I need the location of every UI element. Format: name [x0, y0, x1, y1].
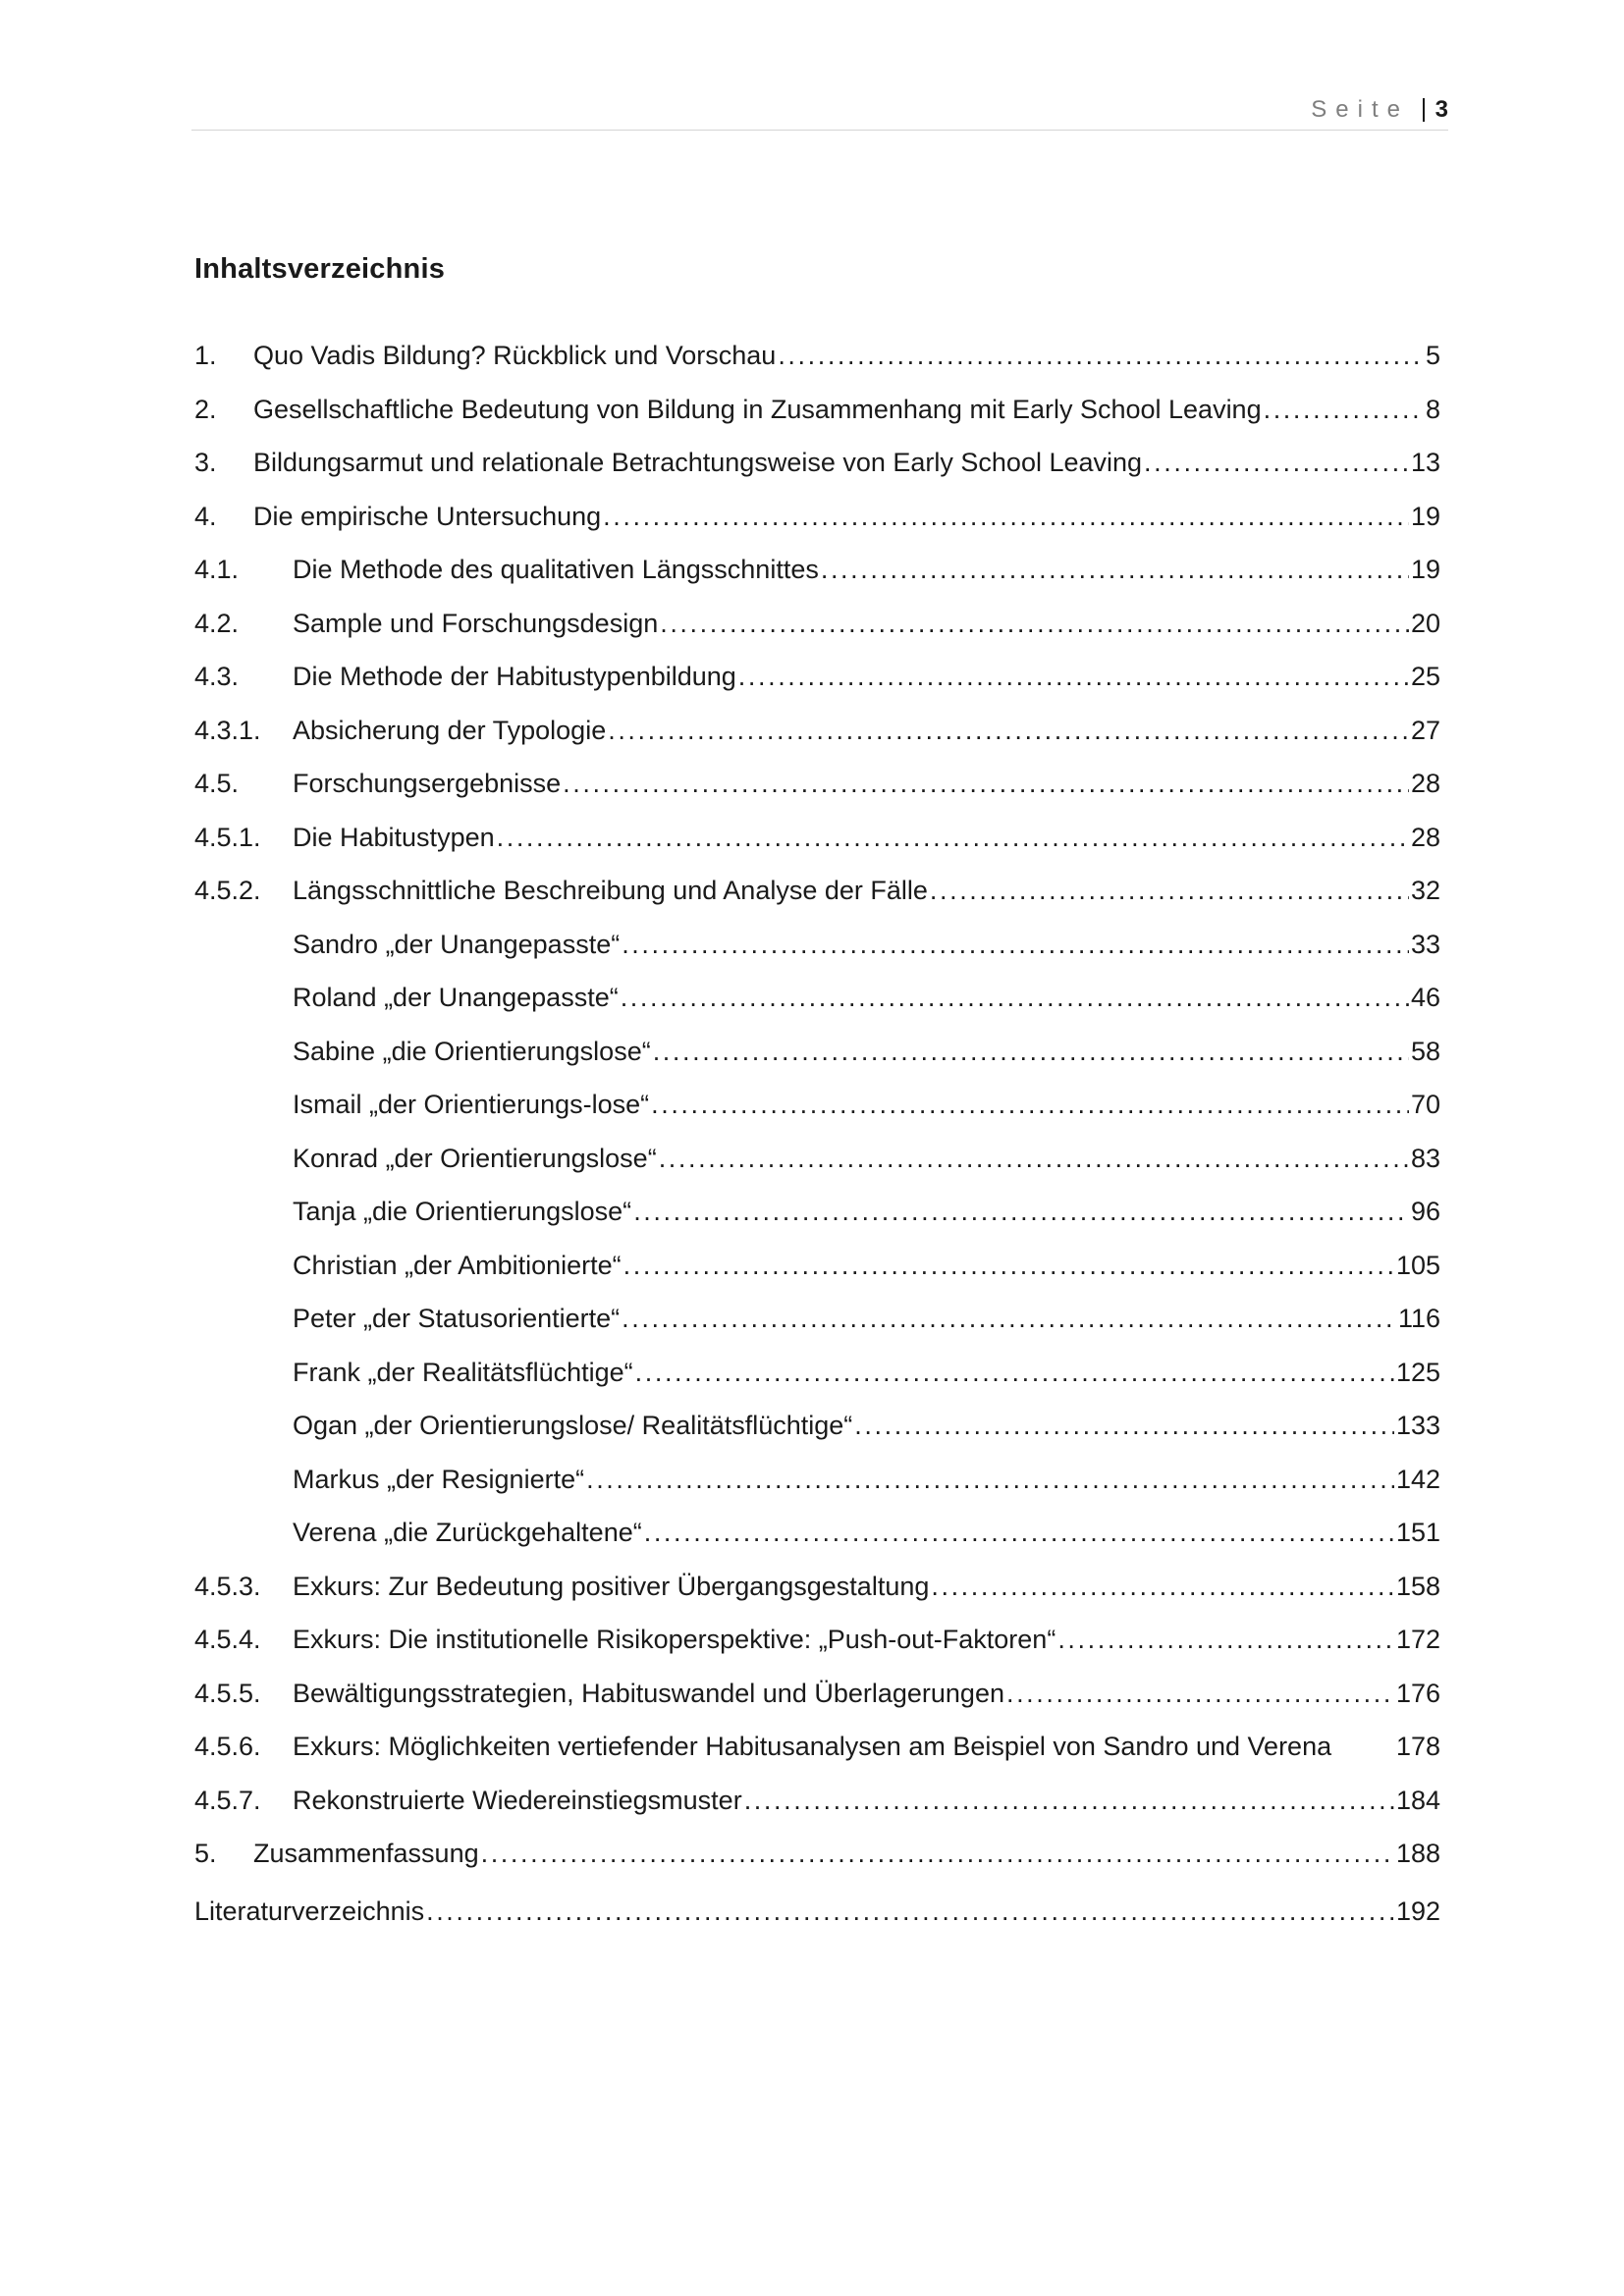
toc-entry[interactable]: [194, 1035, 1440, 1089]
toc-dot-leader: [1057, 1623, 1394, 1656]
toc-entry[interactable]: [194, 393, 1440, 447]
toc-entry-number: 2.: [194, 394, 217, 424]
toc-entry-number: 4.5.1.: [194, 822, 261, 852]
toc-entry-page: 19: [1410, 501, 1440, 531]
toc-entry-number: 4.5.7.: [194, 1785, 261, 1815]
toc-entry-page: 27: [1410, 715, 1440, 745]
toc-entry-title: Die empirische Untersuchung: [253, 501, 602, 531]
toc-dot-leader: [778, 339, 1424, 372]
toc-dot-leader: [623, 1249, 1394, 1282]
toc-dot-leader: [653, 1035, 1409, 1068]
toc-entry-line: [293, 1730, 1440, 1763]
toc-entry[interactable]: [194, 339, 1440, 393]
toc-entry-page: 176: [1395, 1678, 1440, 1708]
toc-entry-number: 5.: [194, 1839, 217, 1868]
toc-entry-number: 4.5.: [194, 769, 240, 798]
toc-entry-page: 178: [1395, 1732, 1440, 1761]
toc-dot-leader: [1144, 446, 1409, 479]
toc-dot-leader: [931, 1570, 1394, 1603]
toc-entry[interactable]: [194, 1837, 1440, 1891]
toc-entry-title: Zusammenfassung: [253, 1839, 479, 1868]
toc-entry-bibliography[interactable]: [194, 1895, 1440, 1949]
toc-entry-page: 188: [1395, 1839, 1440, 1868]
toc-entry-line: [253, 393, 1440, 426]
toc-dot-leader: [426, 1895, 1394, 1928]
toc-dot-leader: [622, 928, 1409, 961]
toc-entry-page: 83: [1410, 1143, 1440, 1173]
toc-entry-title: Konrad „der Orientierungslose“: [293, 1143, 657, 1173]
toc-entry-title: Rekonstruierte Wiedereinstiegsmuster: [293, 1785, 742, 1815]
toc-dot-leader: [660, 607, 1409, 640]
toc-entry-line: [293, 1409, 1440, 1442]
toc-entry-title: Exkurs: Die institutionelle Risikoperspektive: „Push-out-Faktoren“: [293, 1625, 1056, 1654]
toc-dot-leader: [622, 1302, 1396, 1335]
toc-entry-page: 184: [1395, 1785, 1440, 1815]
toc-entry-page: 133: [1395, 1411, 1440, 1440]
toc-entry-line: [293, 1035, 1440, 1068]
toc-entry-line: [253, 500, 1440, 533]
header-page-number: 3: [1435, 96, 1448, 123]
toc-entry[interactable]: [194, 1784, 1440, 1838]
toc-entry-title: Die Habitustypen: [293, 822, 495, 852]
toc-dot-leader: [651, 1088, 1409, 1121]
toc-entry-title: Sandro „der Unangepasste“: [293, 929, 621, 959]
toc-entry-number: 4.5.3.: [194, 1571, 261, 1601]
toc-entry-title: Exkurs: Möglichkeiten vertiefender Habitusanalysen am Beispiel von Sandro und Verena: [293, 1732, 1332, 1761]
toc-entry[interactable]: [194, 1516, 1440, 1570]
toc-entry-line: [293, 1249, 1440, 1282]
toc-entry-line: [194, 1895, 1440, 1928]
toc-entry-number: 3.: [194, 448, 217, 477]
toc-entry[interactable]: [194, 1356, 1440, 1410]
toc-entry-page: 8: [1425, 394, 1440, 424]
toc-entry-title: Roland „der Unangepasste“: [293, 983, 619, 1012]
toc-dot-leader: [635, 1356, 1394, 1389]
toc-entry-line: [293, 1302, 1440, 1335]
toc-entry-title: Sabine „die Orientierungslose“: [293, 1036, 651, 1066]
toc-entry-line: [253, 1837, 1440, 1870]
toc-dot-leader: [563, 767, 1409, 800]
toc-entry-page: 142: [1395, 1464, 1440, 1494]
toc-dot-leader: [821, 553, 1409, 586]
toc-entry-number: 4.2.: [194, 608, 240, 638]
toc-entry-title: Bildungsarmut und relationale Betrachtungsweise von Early School Leaving: [253, 448, 1143, 477]
toc-entry[interactable]: [194, 1195, 1440, 1249]
toc-entry-page: 20: [1410, 608, 1440, 638]
toc-entry-title: Bewältigungsstrategien, Habituswandel und Überlagerungen: [293, 1678, 1004, 1708]
toc-entry[interactable]: [194, 1730, 1440, 1784]
toc-entry[interactable]: [194, 928, 1440, 982]
toc-entry-number: 4.: [194, 501, 217, 531]
toc-entry-number: 4.5.5.: [194, 1678, 261, 1708]
toc-entry-page: 116: [1397, 1304, 1440, 1333]
toc-entry[interactable]: [194, 660, 1440, 714]
header-separator: [1423, 98, 1425, 122]
toc-dot-leader: [738, 660, 1409, 693]
toc-entry-line: [293, 928, 1440, 961]
toc-entry-line: [293, 1516, 1440, 1549]
header-label: Seite: [1311, 96, 1409, 123]
toc-entry[interactable]: [194, 767, 1440, 821]
toc-entry-line: [293, 660, 1440, 693]
toc-dot-leader: [603, 500, 1409, 533]
toc-entry-line: [293, 821, 1440, 854]
toc-dot-leader: [644, 1516, 1394, 1549]
toc-dot-leader: [608, 714, 1409, 747]
toc-entry-line: [293, 1195, 1440, 1228]
toc-dot-leader: [1264, 393, 1424, 426]
toc-entry[interactable]: [194, 446, 1440, 500]
toc-entry-title: Christian „der Ambitionierte“: [293, 1250, 622, 1280]
toc-entry-page: 96: [1410, 1197, 1440, 1226]
toc-entry-line: [293, 1784, 1440, 1817]
toc-entry-page: 33: [1410, 929, 1440, 959]
toc-entry-page: 5: [1425, 341, 1440, 370]
toc-entry[interactable]: [194, 1249, 1440, 1303]
toc-entry-number: 4.5.6.: [194, 1732, 261, 1761]
toc-entry-page: 13: [1410, 448, 1440, 477]
toc-entry-line: [293, 1088, 1440, 1121]
toc-entry-title: Peter „der Statusorientierte“: [293, 1304, 621, 1333]
toc-entry-page: 158: [1395, 1571, 1440, 1601]
toc-entry-line: [293, 981, 1440, 1014]
toc-entry-title: Die Methode des qualitativen Längsschnittes: [293, 555, 819, 584]
toc-entry-line: [293, 553, 1440, 586]
toc-entry-page: 70: [1410, 1090, 1440, 1119]
toc-dot-leader: [497, 821, 1409, 854]
toc-entry[interactable]: [194, 1302, 1440, 1356]
table-of-contents: [194, 339, 1440, 1948]
toc-entry-number: 4.3.1.: [194, 715, 261, 745]
toc-entry-page: 19: [1410, 555, 1440, 584]
toc-entry-title: Verena „die Zurückgehaltene“: [293, 1518, 642, 1547]
toc-dot-leader: [744, 1784, 1394, 1817]
page-header: [191, 94, 1448, 131]
toc-dot-leader: [481, 1837, 1394, 1870]
toc-entry-title: Tanja „die Orientierungslose“: [293, 1197, 632, 1226]
toc-entry-title: Sample und Forschungsdesign: [293, 608, 659, 638]
toc-dot-leader: [633, 1195, 1409, 1228]
toc-entry-page: 151: [1395, 1518, 1440, 1547]
toc-entry-page: 192: [1395, 1896, 1440, 1926]
toc-entry-page: 105: [1395, 1250, 1440, 1280]
toc-dot-leader: [621, 981, 1409, 1014]
toc-entry-title: Markus „der Resignierte“: [293, 1464, 585, 1494]
toc-entry-number: 4.1.: [194, 555, 240, 584]
toc-entry-page: 58: [1410, 1036, 1440, 1066]
toc-entry[interactable]: [194, 607, 1440, 661]
toc-dot-leader: [930, 874, 1409, 907]
toc-entry-line: [293, 1677, 1440, 1710]
toc-entry[interactable]: [194, 1142, 1440, 1196]
toc-entry-title: Ismail „der Orientierungs-lose“: [293, 1090, 650, 1119]
toc-entry[interactable]: [194, 1623, 1440, 1677]
toc-entry-title: Längsschnittliche Beschreibung und Analyse der Fälle: [293, 876, 928, 905]
toc-entry[interactable]: [194, 714, 1440, 768]
toc-entry[interactable]: [194, 981, 1440, 1035]
toc-entry[interactable]: [194, 874, 1440, 928]
toc-entry-number: 4.5.2.: [194, 876, 261, 905]
toc-entry-line: [293, 1463, 1440, 1496]
toc-entry-title: Exkurs: Zur Bedeutung positiver Übergangsgestaltung: [293, 1571, 930, 1601]
toc-entry[interactable]: [194, 1570, 1440, 1624]
toc-entry-title: Frank „der Realitätsflüchtige“: [293, 1357, 633, 1387]
toc-entry-title: Absicherung der Typologie: [293, 715, 607, 745]
toc-entry-page: 125: [1395, 1357, 1440, 1387]
toc-entry-title: Literaturverzeichnis: [194, 1896, 425, 1926]
toc-entry[interactable]: [194, 821, 1440, 875]
toc-entry-page: 172: [1395, 1625, 1440, 1654]
toc-entry[interactable]: [194, 553, 1440, 607]
toc-entry-line: [293, 1570, 1440, 1603]
toc-entry[interactable]: [194, 500, 1440, 554]
toc-entry-page: 28: [1410, 822, 1440, 852]
toc-dot-leader: [854, 1409, 1394, 1442]
toc-entry-line: [253, 339, 1440, 372]
toc-entry-title: Quo Vadis Bildung? Rückblick und Vorschau: [253, 341, 777, 370]
toc-entry[interactable]: [194, 1463, 1440, 1517]
toc-entry-title: Gesellschaftliche Bedeutung von Bildung in Zusammenhang mit Early School Leaving: [253, 394, 1262, 424]
toc-entry-number: 4.5.4.: [194, 1625, 261, 1654]
toc-entry-line: [293, 767, 1440, 800]
toc-entry-line: [253, 446, 1440, 479]
toc-dot-leader: [659, 1142, 1409, 1175]
toc-entry[interactable]: [194, 1088, 1440, 1142]
toc-entry-page: 25: [1410, 662, 1440, 691]
toc-entry-title: Ogan „der Orientierungslose/ Realitätsflüchtige“: [293, 1411, 853, 1440]
toc-entry-line: [293, 1356, 1440, 1389]
toc-entry-line: [293, 1623, 1440, 1656]
toc-entry-page: 32: [1410, 876, 1440, 905]
toc-entry-page: 28: [1410, 769, 1440, 798]
toc-entry-line: [293, 607, 1440, 640]
toc-entry-number: 4.3.: [194, 662, 240, 691]
toc-entry[interactable]: [194, 1677, 1440, 1731]
toc-entry-line: [293, 874, 1440, 907]
toc-entry-number: 1.: [194, 341, 217, 370]
toc-entry-title: Die Methode der Habitustypenbildung: [293, 662, 736, 691]
toc-entry-line: [293, 1142, 1440, 1175]
toc-dot-leader: [586, 1463, 1394, 1496]
toc-dot-leader: [1006, 1677, 1394, 1710]
toc-entry-title: Forschungsergebnisse: [293, 769, 562, 798]
toc-entry[interactable]: [194, 1409, 1440, 1463]
toc-title: Inhaltsverzeichnis: [194, 253, 446, 285]
toc-entry-page: 46: [1410, 983, 1440, 1012]
toc-entry-line: [293, 714, 1440, 747]
